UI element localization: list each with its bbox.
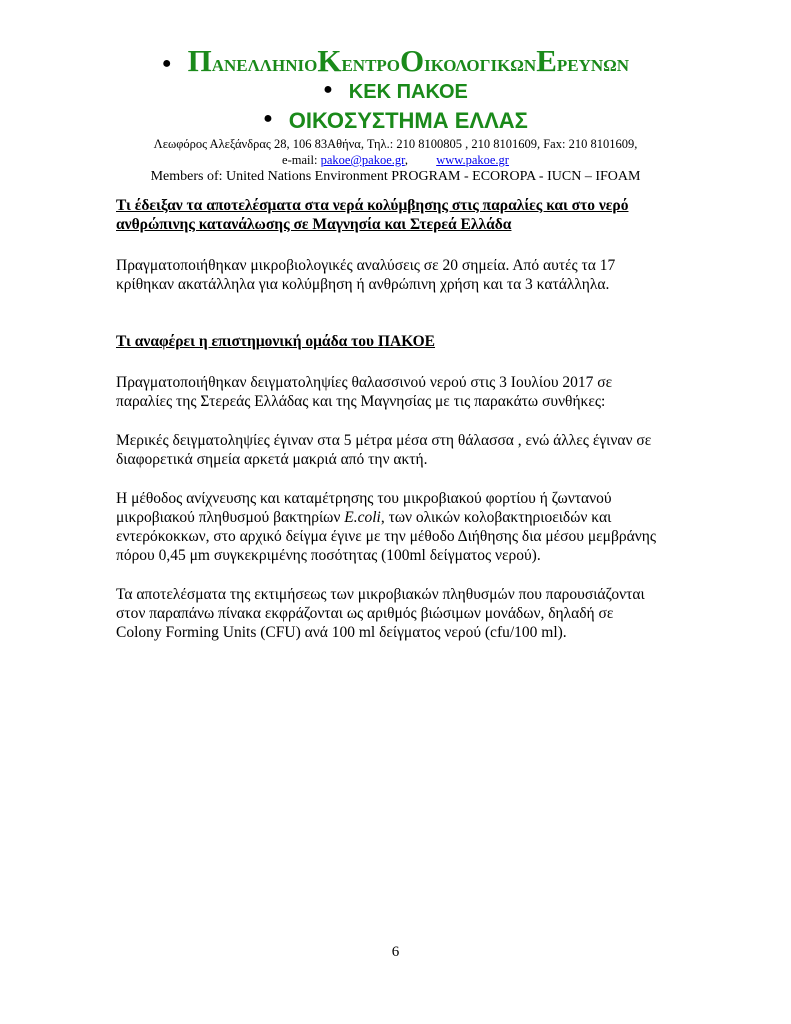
bullet-icon: ● — [323, 80, 333, 98]
page-number: 6 — [391, 944, 400, 960]
address-line: Λεωφόρος Αλεξάνδρας 28, 106 83Αθήνα, Τηλ.: 210 8100805 , 210 8101609, Fax: 210 8101609, — [153, 137, 638, 151]
oikosystima-label: ΟΙΚΟΣΥΣΤΗΜΑ ΕΛΛΑΣ — [288, 108, 528, 133]
title-rest-4: ΡΕΥΝΩΝ — [556, 56, 630, 75]
email-link[interactable]: pakoe@pakoe.gr — [320, 153, 405, 167]
section-2-paragraph-2: Μερικές δειγματοληψίες έγιναν στα 5 μέτρα μέσα στη θάλασσα , ενώ άλλες έγιναν σε διαφορετικά σημεία αρκετά μακριά από την ακτή. — [116, 432, 652, 468]
organization-title — [0, 44, 791, 78]
letterhead — [0, 44, 791, 186]
section-1-paragraph: Πραγματοποιήθηκαν μικροβιολογικές αναλύσεις σε 20 σημεία. Από αυτές τα 17 κρίθηκαν ακατάλληλα για κολύμβηση ή ανθρώπινη χρήση και τα 3 κατάλληλα. — [116, 257, 616, 293]
section-2-heading: Τι αναφέρει η επιστημονική ομάδα του ΠΑΚΟΕ — [116, 333, 435, 350]
document-body — [116, 196, 656, 642]
members-line: Members of: United Nations Environment PROGRAM - ECOROPA - IUCN – IFOAM — [150, 169, 641, 184]
title-rest-3: ΙΚΟΛΟΓΙΚΩΝ — [424, 56, 537, 75]
organization-subtitle-1 — [0, 78, 791, 106]
bullet-icon: ● — [263, 110, 273, 128]
website-link[interactable]: www.pakoe.gr — [436, 153, 509, 167]
title-cap-1: Π — [187, 43, 212, 78]
section-1-heading: Τι έδειξαν τα αποτελέσματα στα νερά κολύμβησης στις παραλίες και στο νερό ανθρώπινης κατανάλωσης σε Μαγνησία και Στερεά Ελλάδα — [116, 197, 629, 233]
email-label: e-mail: — [282, 153, 318, 167]
section-2-paragraph-1: Πραγματοποιήθηκαν δειγματοληψίες θαλασσινού νερού στις 3 Ιουλίου 2017 σε παραλίες της Στερεάς Ελλάδας και της Μαγνησίας με τις παρακάτω συνθήκες: — [116, 374, 613, 410]
bullet-icon: ● — [161, 55, 172, 73]
title-cap-3: Ο — [400, 43, 425, 78]
title-cap-2: Κ — [317, 43, 342, 78]
title-rest-2: ΕΝΤΡΟ — [341, 56, 401, 75]
title-cap-4: Ε — [536, 43, 557, 78]
ecoli-term: E.coli — [344, 509, 381, 526]
section-2-paragraph-3: Η μέθοδος ανίχνευσης και καταμέτρησης του μικροβιακού φορτίου ή ζωντανού μικροβιακού πληθυσμού βακτηρίων E.coli, των ολικών κολοβακτηριοειδών και εντερόκοκκων, στο αρχικό δείγμα έγινε με την μέθοδο Διήθησης δια μέσου μεμβράνης πόρου 0,45 μm συγκεκριμένης ποσότητας (100ml δείγματος νερού). — [116, 490, 656, 564]
kek-pakoe-label: ΚΕΚ ΠΑΚΟΕ — [348, 81, 468, 103]
organization-subtitle-2 — [0, 106, 791, 136]
section-2-paragraph-4: Τα αποτελέσματα της εκτιμήσεως των μικροβιακών πληθυσμών που παρουσιάζονται στον παραπάνω πίνακα εκφράζονται ως αριθμός βιώσιμων μονάδων, δηλαδή σε Colony Forming Units (CFU) ανά 100 ml δείγματος νερού (cfu/100 ml). — [116, 586, 645, 641]
title-rest-1: ΑΝΕΛΛΗΝΙΟ — [211, 56, 318, 75]
contact-line: e-mail: pakoe@pakoe.gr, www.pakoe.gr — [282, 153, 509, 167]
